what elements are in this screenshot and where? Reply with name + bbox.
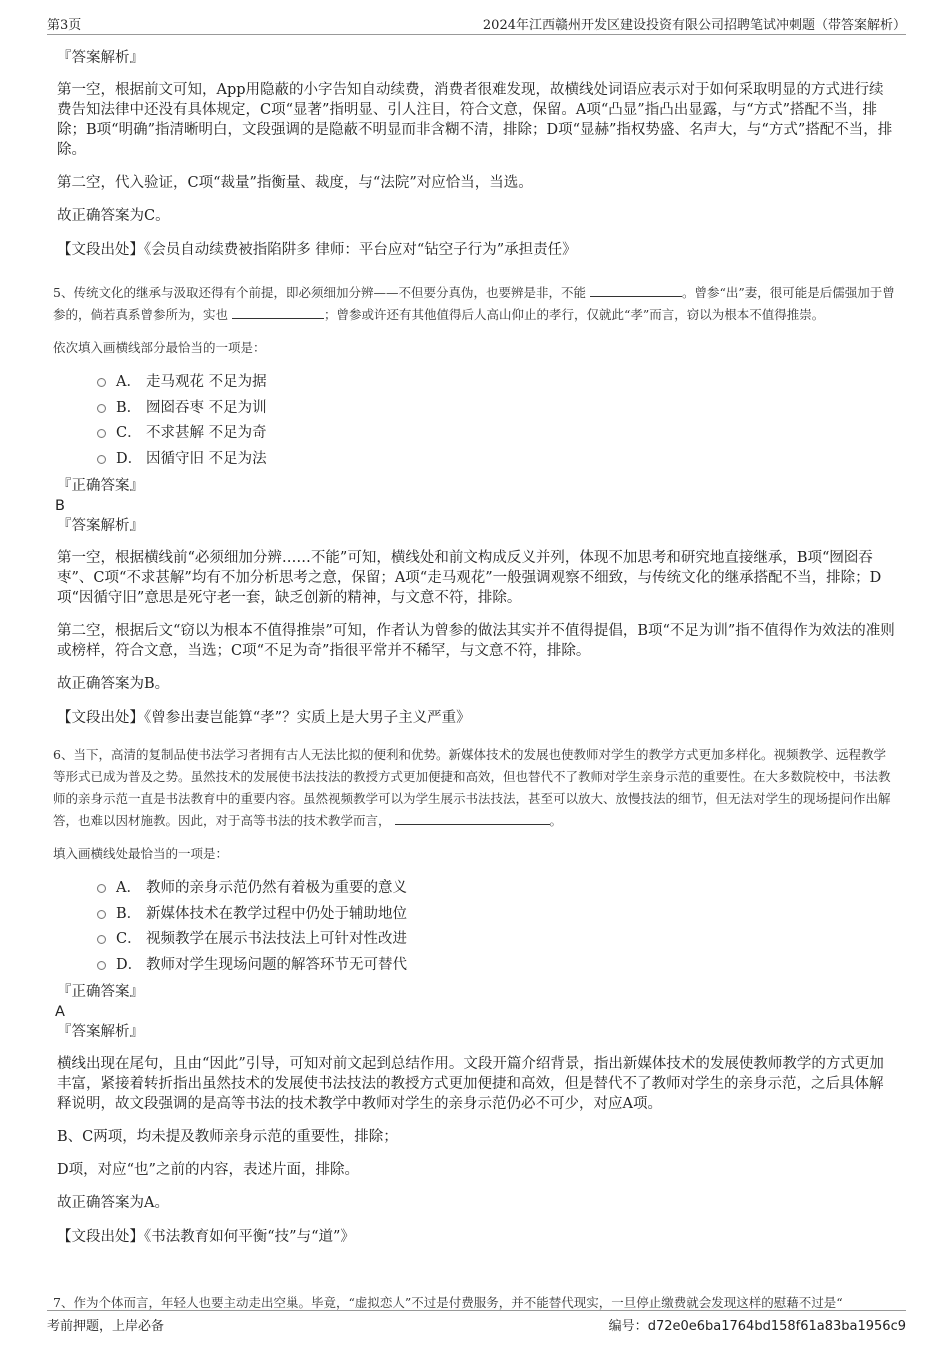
- q4-source: 【文段出处】《会员自动续费被指陷阱多 律师：平台应对“钻空子行为”承担责任》: [57, 242, 577, 258]
- q6-stem-part: 6、当下，高清的复制品使书法学习者拥有古人无法比拟的便利和优势。新媒体技术的发展也使教师对学生的教学方式更加多样化。视频教学、远程教学等形式已成为普及之势。虽然技术的发展使书法技法的教授方式更加便捷和高效，但也替代不了教师对学生亲身示范的重要性。在大多数院校中，书法教师的亲身示范一直是书法教育中的重要内容。虽然视频教学可以为学生展示书法技法，甚至可以放大、放慢技法的细节，但无法对学生的现场提问作出解答，也难以因材施教。因此，对于高等书法的技术教学而言，: [53, 747, 891, 828]
- option-text: 新媒体技术在教学过程中仍处于辅助地位: [146, 905, 407, 922]
- fill-blank: [395, 810, 550, 825]
- fill-blank: [590, 282, 682, 297]
- page-number: 第3页: [47, 18, 82, 33]
- radio-button[interactable]: [97, 884, 106, 893]
- q6-option-c[interactable]: [97, 927, 897, 953]
- q4-analysis-paragraph: 第二空，代入验证，C项“裁量”指衡量、裁度，与“法院”对应恰当，当选。: [57, 175, 533, 191]
- question-6: [53, 744, 897, 1247]
- q5-source: 【文段出处】《曾参出妻岂能算“孝”？实质上是大男子主义严重》: [57, 710, 471, 726]
- q6-stem: [53, 744, 897, 832]
- code-label: 编号：: [608, 1319, 648, 1334]
- code-value: d72e0e6ba1764bd158f61a83ba1956c9: [647, 1319, 906, 1334]
- option-letter: C．: [116, 931, 142, 947]
- q6-source: 【文段出处】《书法教育如何平衡“技”与“道”》: [57, 1229, 355, 1245]
- option-letter: D．: [116, 956, 143, 973]
- q5-stem-part: 。曾参“出”妻，很可能是后儒强加于曾参的，倘若真系曾参所为，实也: [53, 285, 895, 322]
- q4-conclusion: 故正确答案为C。: [57, 208, 170, 224]
- option-text: 教师的亲身示范仍然有着极为重要的意义: [146, 880, 407, 896]
- correct-answer-label: 『正确答案』: [57, 984, 144, 1000]
- radio-button[interactable]: [97, 429, 106, 438]
- page-content: [53, 48, 897, 1247]
- q6-analysis-paragraph: B、C两项，均未提及教师亲身示范的重要性，排除；: [57, 1129, 398, 1145]
- q5-stem-part: ；曾参或许还有其他值得后人高山仰止的孝行，仅就此“孝”而言，窃以为根本不值得推崇。: [324, 307, 825, 322]
- q5-option-a[interactable]: [97, 370, 897, 396]
- option-text: 视频教学在展示书法技法上可针对性改进: [146, 931, 407, 947]
- radio-button[interactable]: [97, 455, 106, 464]
- option-text: 囫囵吞枣 不足为训: [146, 399, 267, 416]
- q5-option-c[interactable]: [97, 421, 897, 447]
- q6-answer: [57, 982, 897, 1042]
- question-5: [53, 282, 897, 728]
- correct-answer-label: 『正确答案』: [57, 478, 144, 494]
- q5-answer: [57, 476, 897, 536]
- option-letter: B．: [116, 399, 142, 416]
- q5-stem: [53, 282, 897, 326]
- q6-options: [97, 876, 897, 978]
- q5-options: [97, 370, 897, 472]
- radio-button[interactable]: [97, 935, 106, 944]
- option-text: 因循守旧 不足为法: [146, 450, 267, 467]
- document-title: 2024年江西赣州开发区建设投资有限公司招聘笔试冲刺题（带答案解析）: [482, 18, 906, 33]
- q5-prompt: 依次填入画横线部分最恰当的一项是：: [53, 340, 266, 355]
- option-text: 教师对学生现场问题的解答环节无可替代: [146, 956, 407, 973]
- q6-option-a[interactable]: [97, 876, 897, 902]
- q6-conclusion: 故正确答案为A。: [57, 1195, 169, 1211]
- q6-analysis-paragraph: 横线出现在尾句，且由“因此”引导，可知对前文起到总结作用。文段开篇介绍背景，指出新媒体技术的发展使教师教学的方式更加丰富，紧接着转折指出虽然技术的发展使书法技法的教授方式更加便捷和高效，但是替代不了教师对学生的亲身示范，之后具体解释说明，故文段强调的是高等书法的技术教学中教师对学生的亲身示范仍必不可少，对应A项。: [57, 1056, 884, 1112]
- q5-option-b[interactable]: [97, 396, 897, 422]
- option-letter: C．: [116, 425, 142, 441]
- footer-slogan: 考前押题，上岸必备: [47, 1319, 165, 1334]
- radio-button[interactable]: [97, 378, 106, 387]
- option-text: 走马观花 不足为据: [146, 374, 267, 390]
- q5-stem-part: 5、传统文化的继承与汲取还得有个前提，即必须细加分辨——不但要分真伪，也要辨是非，不能: [53, 285, 586, 300]
- q6-option-d[interactable]: [97, 953, 897, 979]
- q4-analysis-paragraph: 第一空，根据前文可知，App用隐蔽的小字告知自动续费，消费者很难发现，故横线处词语应表示对于如何采取明显的方式进行续费告知法律中还没有具体规定，C项“显著”指明显、引人注目，符合文意，保留。A项“凸显”指凸出显露，与“方式”搭配不当，排除；B项“明确”指清晰明白，文段强调的是隐蔽不明显而非含糊不清，排除；D项“显赫”指权势盛、名声大，与“方式”搭配不当，排除。: [57, 82, 893, 158]
- q6-analysis-paragraph: D项，对应“也”之前的内容，表述片面，排除。: [57, 1162, 359, 1178]
- page-header: [47, 12, 906, 35]
- q5-analysis-paragraph: 第二空，根据后文“窃以为根本不值得推崇”可知，作者认为曾参的做法其实并不值得提倡，B项“不足为训”指不值得作为效法的准则或榜样，符合文意，当选；C项“不足为奇”指很平常并不稀罕，与文意不符，排除。: [57, 623, 895, 659]
- radio-button[interactable]: [97, 961, 106, 970]
- q6-option-b[interactable]: [97, 902, 897, 928]
- analysis-label: 『答案解析』: [57, 1024, 144, 1040]
- q6-stem-part: 。: [549, 813, 563, 828]
- analysis-label: 『答案解析』: [57, 518, 144, 534]
- option-letter: D．: [116, 450, 143, 467]
- q7-stem: 7、作为个体而言，年轻人也要主动走出空巢。毕竟，“虚拟恋人”不过是付费服务，并不能替代现实，一旦停止缴费就会发现这样的慰藉不过是“: [53, 1294, 843, 1310]
- document-code: [609, 1315, 906, 1334]
- q4-analysis-label: 『答案解析』: [57, 50, 144, 66]
- q5-conclusion: 故正确答案为B。: [57, 676, 170, 692]
- q4-analysis-section: [57, 48, 897, 260]
- radio-button[interactable]: [97, 404, 106, 413]
- fill-blank: [232, 304, 324, 319]
- correct-answer-value: B: [55, 498, 65, 514]
- q6-prompt: 填入画横线处最恰当的一项是：: [53, 846, 229, 861]
- option-letter: B．: [116, 905, 142, 922]
- radio-button[interactable]: [97, 910, 106, 919]
- option-text: 不求甚解 不足为奇: [146, 425, 267, 441]
- q5-option-d[interactable]: [97, 447, 897, 473]
- correct-answer-value: A: [55, 1004, 65, 1020]
- option-letter: A．: [116, 374, 141, 390]
- q5-analysis-paragraph: 第一空，根据横线前“必须细加分辨……不能”可知，横线处和前文构成反义并列，体现不加思考和研究地直接继承，B项“囫囵吞枣”、C项“不求甚解”均有不加分析思考之意，保留；A项“走马观花”一般强调观察不细致，与传统文化的继承搭配不当，排除；D项“因循守旧”意思是死守老一套，缺乏创新的精神，与文意不符，排除。: [57, 550, 882, 606]
- page-footer: [47, 1310, 906, 1333]
- option-letter: A．: [116, 880, 141, 896]
